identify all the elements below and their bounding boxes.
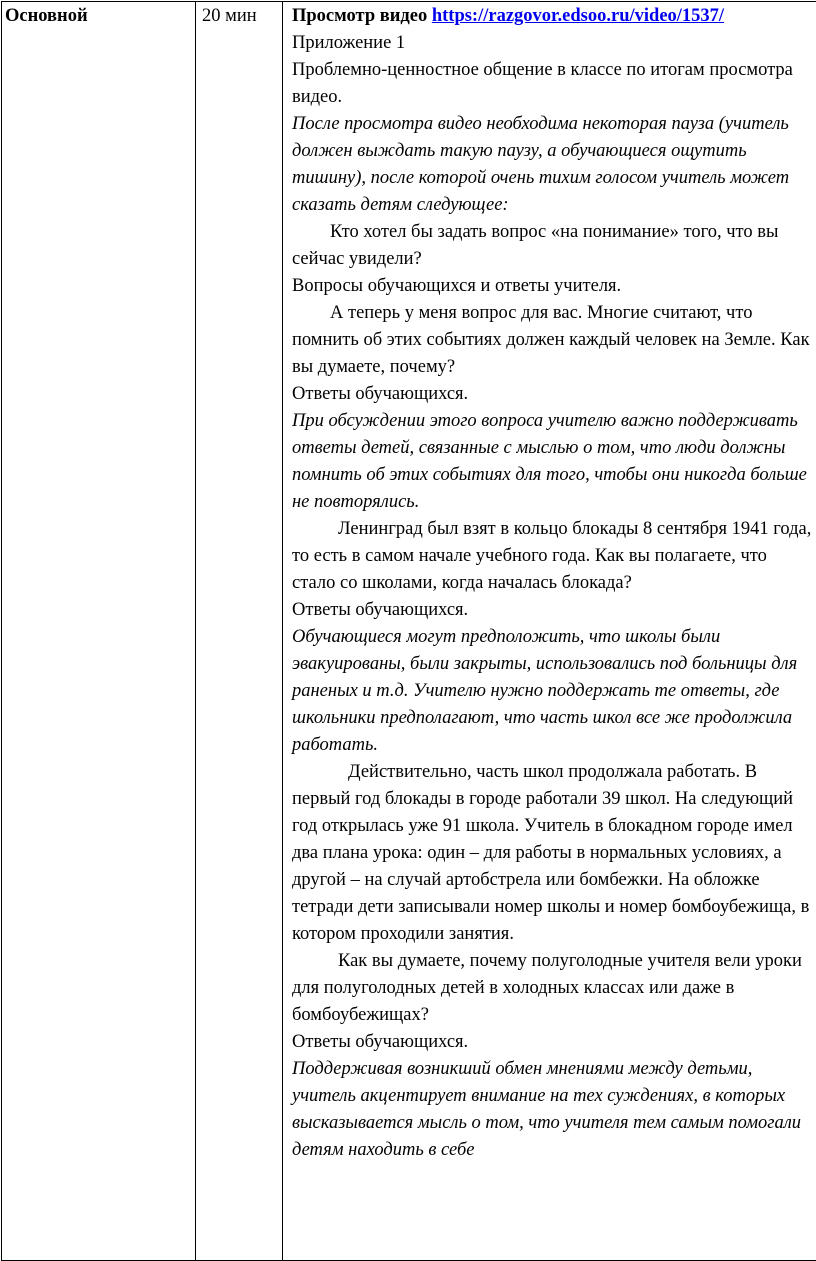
paragraph: После просмотра видео необходима некоторая пауза (учитель должен выждать такую паузу, а обучающиеся ощутить тишину), после которой очень тихим голосом учитель может сказать детям следующее:: [292, 111, 813, 219]
paragraph: Ответы обучающихся.: [292, 1029, 813, 1056]
paragraph: Обучающиеся могут предположить, что школы были эвакуированы, были закрыты, использовались под больницы для раненых и т.д. Учителю нужно поддержать те ответы, где школьники предполагают, что часть школ все же продолжила работать.: [292, 624, 813, 759]
paragraph: При обсуждении этого вопроса учителю важно поддерживать ответы детей, связанные с мыслью о том, что люди должны помнить об этих событиях для того, чтобы они никогда больше не повторялись.: [292, 408, 813, 516]
paragraph: Ленинград был взят в кольцо блокады 8 сентября 1941 года, то есть в самом начале учебного года. Как вы полагаете, что стало со школами, когда началась блокада?: [292, 516, 813, 597]
paragraph: А теперь у меня вопрос для вас. Многие считают, что помнить об этих событиях должен каждый человек на Земле. Как вы думаете, почему?: [292, 300, 813, 381]
duration-label: 20 мин: [196, 2, 282, 29]
stage-label: Основной: [2, 2, 195, 29]
table-row: [2, 2, 816, 1261]
paragraph: Приложение 1: [292, 30, 813, 57]
content-cell: [283, 2, 816, 1261]
lesson-plan-table: [1, 1, 816, 1261]
paragraph: Ответы обучающихся.: [292, 597, 813, 624]
duration-cell: [196, 2, 283, 1261]
paragraph: Кто хотел бы задать вопрос «на понимание» того, что вы сейчас увидели?: [292, 219, 813, 273]
content-body: [283, 2, 816, 1164]
paragraph: Действительно, часть школ продолжала работать. В первый год блокады в городе работали 39 школ. На следующий год открылась уже 91 школа. Учитель в блокадном городе имел два плана урока: один – для работы в нормальных условиях, а другой – на случай артобстрела или бомбежки. На обложке тетради дети записывали номер школы и номер бомбоубежища, в котором проходили занятия.: [292, 759, 813, 948]
paragraph: Как вы думаете, почему полуголодные учителя вели уроки для полуголодных детей в холодных классах или даже в бомбоубежищах?: [292, 948, 813, 1029]
content-paragraphs: [292, 30, 813, 1164]
paragraph: Вопросы обучающихся и ответы учителя.: [292, 273, 813, 300]
video-link[interactable]: https://razgovor.edsoo.ru/video/1537/: [432, 6, 724, 26]
paragraph: Поддерживая возникший обмен мнениями между детьми, учитель акцентирует внимание на тех суждениях, в которых высказывается мысль о том, что учителя тем самым помогали детям находить в себе: [292, 1056, 813, 1164]
stage-cell: [2, 2, 196, 1261]
heading-prefix: Просмотр видео: [292, 6, 432, 26]
paragraph: Проблемно-ценностное общение в классе по итогам просмотра видео.: [292, 57, 813, 111]
paragraph: Ответы обучающихся.: [292, 381, 813, 408]
content-heading: [292, 3, 813, 30]
